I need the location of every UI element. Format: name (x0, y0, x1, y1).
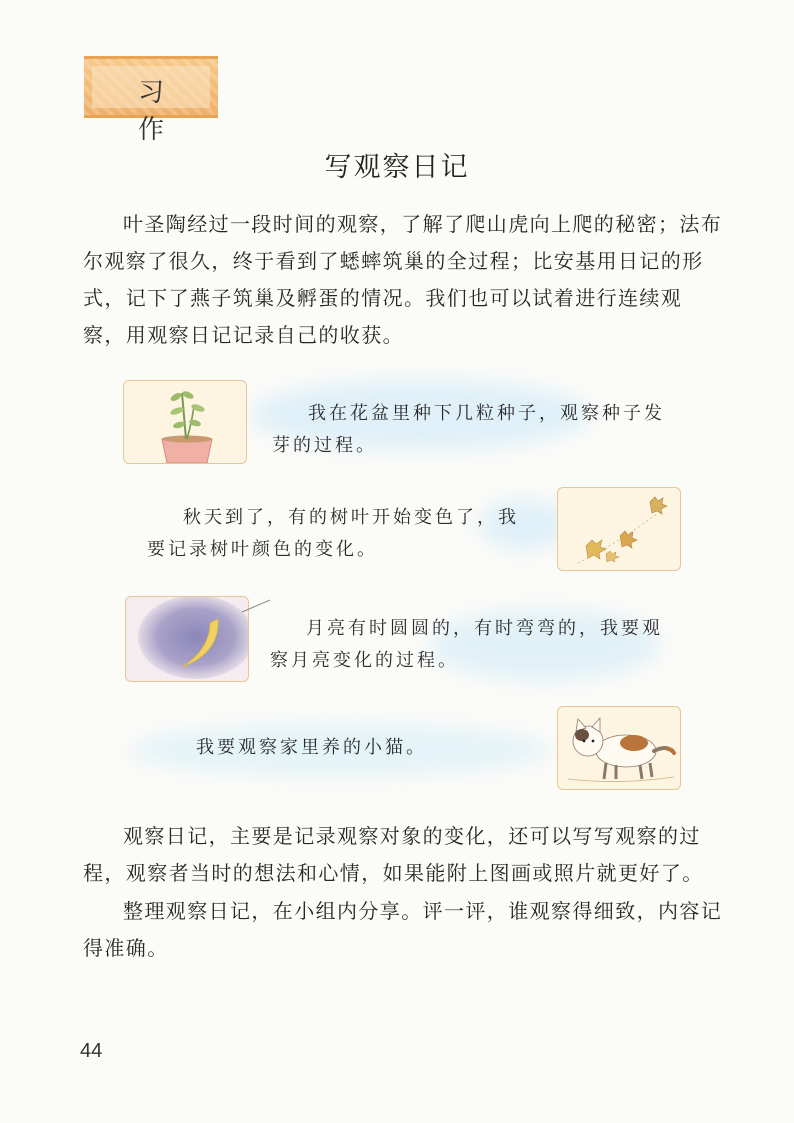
autumn-leaves-picture (557, 487, 681, 571)
example-caption-moon: 月亮有时圆圆的，有时弯弯的，我要观察月亮变化的过程。 (270, 618, 663, 671)
crescent-moon-icon (126, 597, 249, 682)
pointer-line (240, 598, 272, 614)
section-label-tab (84, 56, 218, 145)
task-paragraph: 整理观察日记，在小组内分享。评一评，谁观察得细致，内容记得准确。 (83, 899, 723, 960)
kitten-picture (557, 706, 681, 790)
seedling-pot-picture (123, 380, 247, 464)
example-caption-kitten: 我要观察家里养的小猫。 (196, 737, 427, 758)
section-label: 习 作 (137, 78, 184, 145)
autumn-leaves-icon (558, 488, 681, 571)
summary-paragraph: 观察日记，主要是记录观察对象的变化，还可以写写观察的过程，观察者当时的想法和心情，如果能附上图画或照片就更好了。 (83, 824, 704, 885)
example-caption-seedling: 我在花盆里种下几粒种子，观察种子发芽的过程。 (272, 403, 665, 456)
potted-seedling-icon (124, 381, 247, 464)
page-title: 写观察日记 (324, 152, 470, 183)
kitten-icon (558, 707, 681, 790)
intro-paragraph: 叶圣陶经过一段时间的观察，了解了爬山虎向上爬的秘密；法布尔观察了很久，终于看到了蟋蟀筑巢的全过程；比安基用日记的形式，记下了燕子筑巢及孵蛋的情况。我们也可以试着进行连续观察，用观察日记记录自己的收获。 (83, 212, 723, 347)
example-caption-leaves: 秋天到了，有的树叶开始变色了，我要记录树叶颜色的变化。 (147, 507, 519, 560)
crescent-moon-picture (125, 596, 249, 682)
page-number: 44 (80, 1040, 103, 1062)
